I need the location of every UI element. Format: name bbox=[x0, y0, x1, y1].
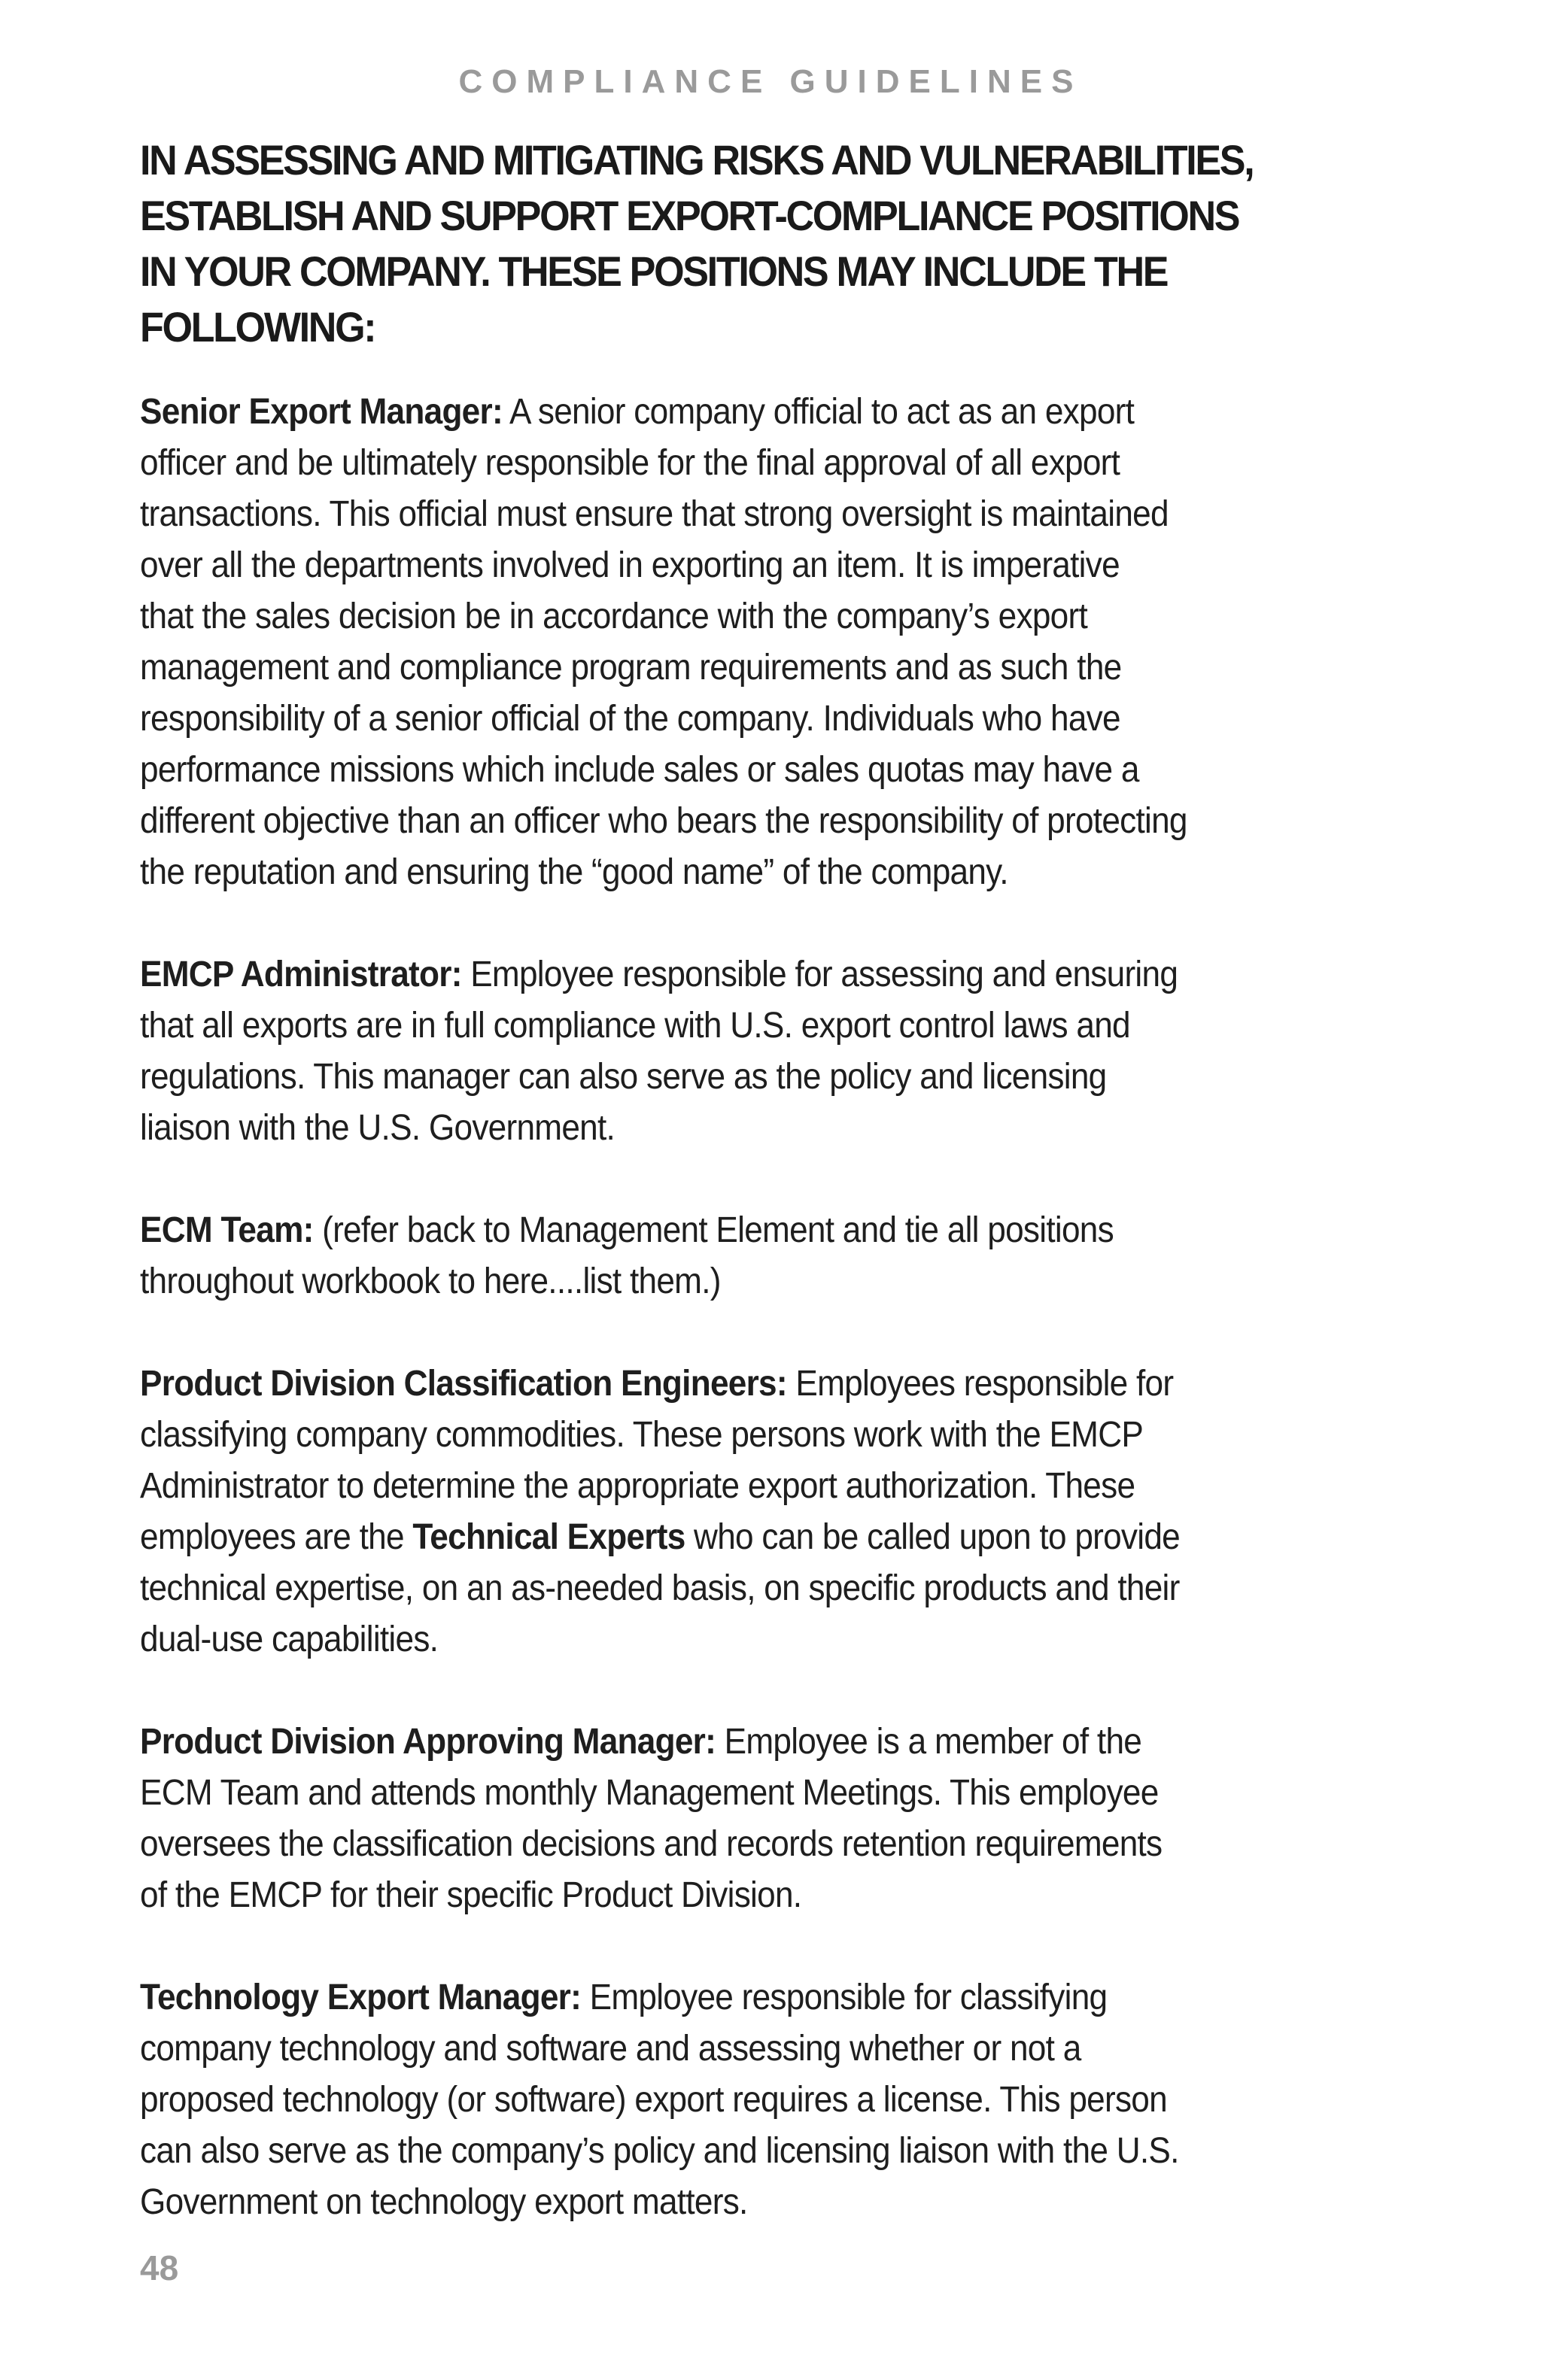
entry-text: (refer back to Management Element and tie all positions bbox=[313, 1210, 1114, 1250]
entry-line bbox=[140, 949, 1421, 1000]
entry-line bbox=[140, 1358, 1421, 1410]
entry-line: oversees the classification decisions and records retention requirements bbox=[140, 1824, 1163, 1864]
entry-text: Employee is a member of the bbox=[716, 1722, 1142, 1762]
body-text bbox=[140, 387, 1419, 2279]
heading-line: IN ASSESSING AND MITIGATING RISKS AND VULNERABILITIES, bbox=[140, 136, 1254, 184]
entry-ecm-team bbox=[140, 1205, 1421, 1307]
entry-line: company technology and software and assessing whether or not a bbox=[140, 2029, 1081, 2069]
entry-line bbox=[140, 1205, 1421, 1256]
heading-line: ESTABLISH AND SUPPORT EXPORT-COMPLIANCE POSITIONS bbox=[140, 192, 1239, 239]
entry-text: Employee responsible for assessing and ensuring bbox=[461, 955, 1178, 994]
entry-line bbox=[140, 387, 1421, 438]
entry-line: of the EMCP for their specific Product Division. bbox=[140, 1875, 802, 1915]
entry-line: ECM Team and attends monthly Management Meetings. This employee bbox=[140, 1773, 1159, 1813]
entry-line: regulations. This manager can also serve as the policy and licensing bbox=[140, 1057, 1107, 1097]
entry-line: different objective than an officer who bears the responsibility of protecting bbox=[140, 801, 1187, 841]
entry-text: employees are the bbox=[140, 1517, 413, 1557]
entry-line: throughout workbook to here....list them.) bbox=[140, 1261, 721, 1301]
entry-emcp-administrator bbox=[140, 949, 1421, 1154]
entry-line: technical expertise, on an as-needed basis, on specific products and their bbox=[140, 1568, 1180, 1608]
entry-text: who can be called upon to provide bbox=[685, 1517, 1181, 1557]
entry-line: that all exports are in full compliance with U.S. export control laws and bbox=[140, 1006, 1130, 1046]
running-head: COMPLIANCE GUIDELINES bbox=[458, 63, 1083, 100]
entry-line: performance missions which include sales or sales quotas may have a bbox=[140, 750, 1139, 790]
entry-text: A senior company official to act as an export bbox=[502, 392, 1135, 432]
entry-line: the reputation and ensuring the “good name” of the company. bbox=[140, 852, 1008, 892]
entry-technology-export-manager bbox=[140, 1972, 1421, 2228]
entry-term: Senior Export Manager: bbox=[140, 392, 503, 432]
technical-experts-term: Technical Experts bbox=[412, 1517, 685, 1557]
entry-line: classifying company commodities. These persons work with the EMCP bbox=[140, 1415, 1144, 1455]
entry-line bbox=[140, 1717, 1421, 1768]
entry-line: responsibility of a senior official of the company. Individuals who have bbox=[140, 699, 1120, 739]
entry-line: over all the departments involved in exporting an item. It is imperative bbox=[140, 545, 1120, 585]
entry-line: proposed technology (or software) export requires a license. This person bbox=[140, 2080, 1167, 2120]
heading-line: FOLLOWING: bbox=[140, 303, 375, 351]
entry-line: transactions. This official must ensure that strong oversight is maintained bbox=[140, 494, 1169, 534]
entry-term: EMCP Administrator: bbox=[140, 955, 462, 994]
heading-line: IN YOUR COMPANY. THESE POSITIONS MAY INCLUDE THE bbox=[140, 247, 1168, 295]
entry-text: Employees responsible for bbox=[786, 1364, 1174, 1404]
entry-line: management and compliance program requirements and as such the bbox=[140, 648, 1122, 688]
entry-line: dual-use capabilities. bbox=[140, 1620, 439, 1659]
entry-classification-engineers bbox=[140, 1358, 1421, 1665]
entry-line: Administrator to determine the appropriate export authorization. These bbox=[140, 1466, 1135, 1506]
entry-line: officer and be ultimately responsible for the final approval of all export bbox=[140, 443, 1120, 483]
entry-senior-export-manager bbox=[140, 387, 1421, 898]
entry-term: Technology Export Manager: bbox=[140, 1978, 582, 2017]
entry-term: Product Division Approving Manager: bbox=[140, 1722, 716, 1762]
entry-approving-manager bbox=[140, 1717, 1421, 1921]
entry-line: liaison with the U.S. Government. bbox=[140, 1108, 615, 1148]
entry-text: Employee responsible for classifying bbox=[581, 1978, 1108, 2017]
entry-line: can also serve as the company’s policy and licensing liaison with the U.S. bbox=[140, 2131, 1179, 2171]
entry-line: Government on technology export matters. bbox=[140, 2182, 748, 2222]
entry-line bbox=[140, 1512, 1421, 1563]
section-heading bbox=[140, 132, 1330, 355]
entry-line bbox=[140, 1972, 1421, 2023]
page-number: 48 bbox=[140, 2248, 179, 2287]
entry-term: Product Division Classification Engineers: bbox=[140, 1364, 787, 1404]
entry-line: that the sales decision be in accordance with the company’s export bbox=[140, 597, 1088, 636]
entry-term: ECM Team: bbox=[140, 1210, 314, 1250]
